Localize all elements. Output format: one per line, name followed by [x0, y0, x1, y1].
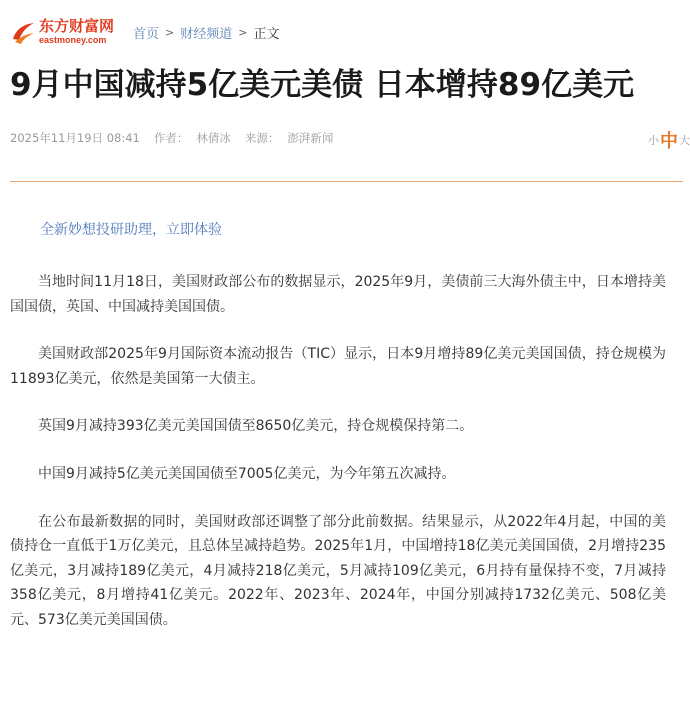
logo-name-cn: 东方财富网 [39, 17, 115, 35]
article-paragraph: 英国9月减持393亿美元美国国债至8650亿美元，持仓规模保持第二。 [38, 418, 474, 435]
article-title: 9月中国减持5亿美元美债 日本增持89亿美元 [10, 67, 635, 103]
font-size-large-button[interactable]: 大 [679, 134, 690, 147]
top-bar [10, 14, 279, 50]
font-size-control [648, 127, 690, 153]
eastmoney-logo-icon [10, 19, 36, 45]
source-label: 来源： [244, 131, 280, 145]
publish-datetime: 2025年11月19日 08:41 [10, 131, 140, 145]
article-meta [10, 130, 333, 146]
article-paragraph: 美国财政部2025年9月国际资本流动报告（TIC）显示，日本9月增持89亿美元美国国债，持仓规模为11893亿美元，依然是美国第一大债主。 [10, 346, 666, 387]
author-name: 林倩冰 [196, 131, 231, 145]
breadcrumb-separator: > [238, 25, 248, 39]
breadcrumb-channel-link[interactable]: 财经频道 [180, 26, 233, 42]
logo-text [39, 19, 114, 45]
breadcrumb [133, 22, 279, 42]
breadcrumb-home-link[interactable]: 首页 [133, 26, 160, 42]
font-size-small-button[interactable]: 小 [648, 134, 659, 147]
promo-assistant-link[interactable]: 全新妙想投研助理，立即体验 [40, 222, 222, 238]
header-divider [10, 181, 683, 182]
article-paragraph: 当地时间11月18日，美国财政部公布的数据显示，2025年9月，美债前三大海外债主中，日本增持美国国债，英国、中国减持美国国债。 [10, 274, 666, 315]
author-label: 作者： [153, 131, 189, 145]
article-paragraph: 中国9月减持5亿美元美国国债至7005亿美元，为今年第五次减持。 [38, 465, 456, 482]
source-name: 澎湃新闻 [287, 131, 334, 145]
logo-name-en: eastmoney.com [39, 35, 107, 45]
site-logo[interactable] [10, 16, 118, 48]
breadcrumb-separator: > [165, 25, 175, 39]
article-body [10, 270, 666, 656]
article-paragraph: 在公布最新数据的同时，美国财政部还调整了部分此前数据。结果显示，从2022年4月起，中国的美债持仓一直低于1万亿美元，且总体呈减持趋势。2025年1月，中国增持18亿美元美国国债，2月增持235亿美元，3月减持189亿美元，4月减持218亿美元，5月减持109亿美元，6月持有量保持不变，7月减持358亿美元，8月增持41亿美元。2022年、2023年、2024年，中国分别减持1732亿美元、508亿美元、573亿美元美国国债。 [10, 513, 666, 628]
font-size-medium-button[interactable]: 中 [660, 131, 678, 152]
breadcrumb-current: 正文 [253, 26, 280, 42]
